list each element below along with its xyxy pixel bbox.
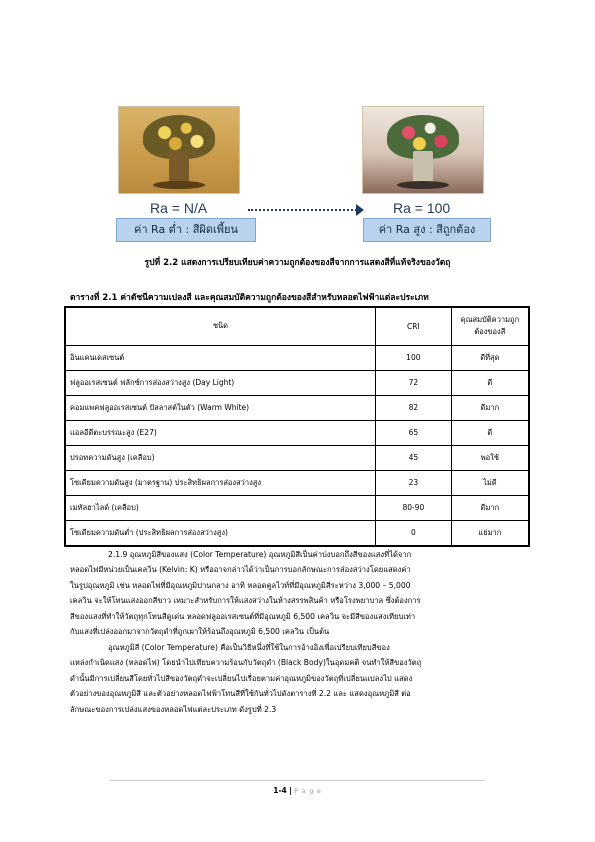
paragraph-line: ลักษณะของการเปล่งแสงของหลอดไฟแต่ละประเภท ดังรูปที่ 2.3 [70, 704, 277, 714]
figure-caption: รูปที่ 2.2 แสดงการเปรียบเทียบค่าความถูกต้องของสีจากการแสดงสีที่แท้จริงของวัตถุ [144, 258, 451, 268]
accuracy-value: ดีมาก [451, 495, 529, 520]
table-row [65, 370, 529, 395]
high-cri-flower-photo [362, 106, 484, 194]
header-type: ชนิด [65, 307, 376, 345]
table-row [65, 395, 529, 420]
cri-value: 23 [376, 470, 452, 495]
low-ra-box: ค่า Ra ต่ำ : สีผิดเพี้ยน [116, 218, 256, 242]
header-cri: CRI [376, 307, 452, 345]
table-row [65, 520, 529, 546]
vase [413, 151, 433, 185]
lamp-type: ฟลูออเรสเซนต์ ฟลักซ์การส่องสว่างสูง (Day Light) [65, 370, 376, 395]
accuracy-value: แย่มาก [451, 520, 529, 546]
accuracy-value: พอใช้ [451, 445, 529, 470]
paragraph-line: หลอดไฟมีหน่วยเป็นเคลวิน (Kelvin: K) หรืออาจกล่าวได้ว่าเป็นการบอกลักษณะการส่องสว่างโดยแสดงค่า [70, 565, 411, 575]
accuracy-value: ดี [451, 420, 529, 445]
page-separator: | [289, 786, 292, 795]
paragraph-color-temperature-definition [70, 640, 528, 717]
lamp-type: โซเดียมความดันต่ำ (ประสิทธิผลการส่องสว่างสูง) [65, 520, 376, 546]
accuracy-value: ดีที่สุด [451, 345, 529, 370]
vase [169, 151, 189, 185]
accuracy-value: ดีมาก [451, 395, 529, 420]
cri-value: 0 [376, 520, 452, 546]
paragraph-line: ดำนั้นมีการเปลี่ยนสีโดยทั่วไปสีของวัตถุดำจะเปลี่ยนไปเรื่อยตามค่าอุณหภูมิของวัตถุที่เปลี่ยนแปลงไป แสดง [70, 673, 413, 683]
lamp-type: คอมแพคฟลูออเรสเซนต์ ปัลลาสต์ในตัว (Warm White) [65, 395, 376, 420]
paragraph-line: ในรูปอุณหภูมิ เช่น หลอดไฟที่มีอุณหภูมิปานกลาง อาทิ หลอดคูลไวท์ที่มีอุณหภูมิสีระหว่าง 3,000 – 5,000 [70, 580, 411, 590]
table-row [65, 495, 529, 520]
cri-value: 80-90 [376, 495, 452, 520]
paragraph-line: อุณหภูมิสี (Color Temperature) คือเป็นวิธีหนึ่งที่ใช้ในการอ้างอิงเพื่อเปรียบเทียบสีของ [108, 643, 390, 652]
high-ra-box: ค่า Ra สูง : สีถูกต้อง [363, 218, 491, 242]
vase-base [153, 181, 205, 189]
arrow-right-icon [356, 204, 364, 216]
table-row [65, 470, 529, 495]
paragraph-line: ตัวอย่างของอุณหภูมิสี และตัวอย่างหลอดไฟฟ้าโทนสีที่ใช้กันทั่วไปดังตารางที่ 2.2 และ แสดงอุณหภูมิสี ต่อ [70, 689, 411, 699]
accuracy-value: ดี [451, 370, 529, 395]
paragraph-line: แหล่งกำเนิดแสง (หลอดไฟ) โดยนำไปเทียบความร้อนกับวัตถุดำ (Black Body)ในอุดมคติ จนทำให้สีของวัตถุ [70, 658, 422, 668]
paragraph-line: กับแสงที่เปล่งออกมาจากวัตถุดำที่ถูกเผาให้ร้อนถึงอุณหภูมิ 6,500 เคลวิน เป็นต้น [70, 627, 330, 637]
low-cri-flower-photo [118, 106, 240, 194]
page-word: P a g e [294, 788, 322, 795]
table-row [65, 445, 529, 470]
paragraph-color-temperature [70, 547, 528, 639]
comparison-arrow-line [248, 209, 360, 211]
cri-value: 65 [376, 420, 452, 445]
table-row [65, 420, 529, 445]
table-caption: ตารางที่ 2.1 ค่าดัชนีความเปลงสี และคุณสมบัติความถูกต้องของสีสำหรับหลอดไฟฟ้าแต่ละประเภท [70, 293, 429, 303]
lamp-type: ปรอทความดันสูง (เคลือบ) [65, 445, 376, 470]
ra-high-label: Ra = 100 [393, 200, 451, 216]
footer-divider [110, 780, 485, 781]
table-row [65, 345, 529, 370]
cri-table [64, 306, 530, 547]
page-number: 1-4 [273, 786, 287, 795]
lamp-type: โซเดียมความดันสูง (มาตรฐาน) ประสิทธิผลการส่องสว่างสูง [65, 470, 376, 495]
cri-value: 82 [376, 395, 452, 420]
cri-value: 45 [376, 445, 452, 470]
lamp-type: แอลอีดีตะบรรณะสูง (E27) [65, 420, 376, 445]
accuracy-value: ไม่ดี [451, 470, 529, 495]
table-header-row [65, 307, 529, 345]
paragraph-line: สีของแสงที่ทำให้วัตถุทุกโทนสีดูเด่น หลอดฟลูออเรสเซนต์ที่มีอุณหภูมิ 6,500 เคลวิน จะมีสีของแสงเทียบเท่า [70, 611, 416, 621]
paragraph-line: 2.1.9 อุณหภูมิสีของแสง (Color Temperature) อุณหภูมิสีเป็นค่าบ่งบอกถึงสีของแสงที่ได้จาก [108, 550, 412, 559]
cri-value: 72 [376, 370, 452, 395]
lamp-type: อินแคนเดสเซนต์ [65, 345, 376, 370]
cri-value: 100 [376, 345, 452, 370]
ra-low-label: Ra = N/A [150, 200, 208, 216]
paragraph-line: เคลวิน จะให้โทนแสงออกสีขาว เหมาะสำหรับการให้แสงสว่างในห้างสรรพสินค้า หรือโรงพยาบาล ซึ่งต้องการ [70, 596, 421, 606]
header-color-accuracy: คุณสมบัติความถูกต้องของสี [451, 307, 529, 345]
lamp-type: เมทัลฮาไลด์ (เคลือบ) [65, 495, 376, 520]
page-footer [0, 786, 595, 795]
vase-base [397, 181, 449, 189]
